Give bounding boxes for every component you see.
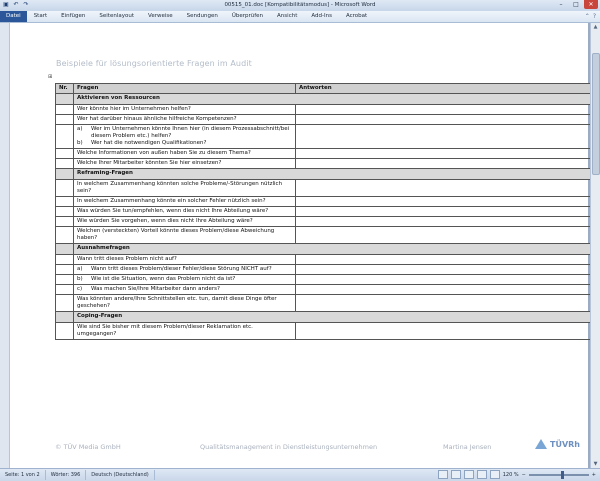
question-cell[interactable] (74, 159, 296, 169)
nr-cell[interactable] (56, 227, 74, 244)
question-text: Wann tritt dieses Problem nicht auf? (77, 256, 177, 262)
question-text: Welchen (versteckten) Vorteil könnte dieses Problem/diese Abweichung haben? (77, 228, 275, 241)
nr-cell[interactable] (56, 197, 74, 207)
ribbon-minimize-icon[interactable]: ⌃ (584, 13, 590, 20)
answer-cell[interactable] (296, 207, 592, 217)
nr-cell[interactable] (56, 125, 74, 149)
list-item (77, 140, 292, 147)
answer-cell[interactable] (296, 149, 592, 159)
question-text: Wie sind Sie bisher mit diesem Problem/dieser Reklamation etc. umgegangen? (77, 324, 253, 337)
ribbon-tab-3[interactable]: Seitenlayout (99, 13, 134, 19)
ribbon-tab-5[interactable]: Sendungen (186, 13, 218, 19)
answer-cell[interactable] (296, 255, 592, 265)
question-cell[interactable] (74, 180, 296, 197)
question-text: Wie ist die Situation, wenn das Problem nicht da ist? (91, 276, 236, 282)
answer-cell[interactable] (296, 265, 592, 275)
scroll-up-icon[interactable]: ▲ (593, 24, 598, 30)
document-page[interactable] (10, 23, 588, 468)
ribbon-tab-8[interactable]: Add-Ins (311, 13, 332, 19)
section-row (56, 244, 592, 255)
question-text: Welche Ihrer Mitarbeiter könnten Sie hier einsetzen? (77, 160, 222, 166)
ribbon-tab-4[interactable]: Verweise (148, 13, 173, 19)
list-item (77, 126, 292, 140)
nr-cell[interactable] (56, 265, 74, 275)
zoom-out-icon[interactable]: − (521, 471, 526, 478)
question-text: Wie würden Sie vorgehen, wenn dies nicht Ihre Abteilung wäre? (77, 218, 253, 224)
question-cell[interactable] (74, 105, 296, 115)
question-cell[interactable] (74, 275, 296, 285)
table-row (56, 180, 592, 197)
answer-cell[interactable] (296, 295, 592, 312)
question-cell[interactable] (74, 207, 296, 217)
close-icon[interactable]: ✕ (584, 0, 598, 9)
list-item (77, 266, 292, 273)
table-row (56, 115, 592, 125)
answer-cell[interactable] (296, 275, 592, 285)
table-row (56, 207, 592, 217)
document-heading: Beispiele für lösungsorientierte Fragen im Audit (56, 59, 252, 68)
table-row (56, 159, 592, 169)
section-row (56, 94, 592, 105)
question-cell[interactable] (74, 115, 296, 125)
view-print-layout-icon[interactable] (438, 470, 448, 479)
header-fragen: Fragen (74, 84, 296, 94)
table-row (56, 265, 592, 275)
status-page-count[interactable]: Seite: 1 von 2 (0, 470, 46, 480)
question-text: Wer könnte hier im Unternehmen helfen? (77, 106, 191, 112)
ribbon-tab-9[interactable]: Acrobat (345, 13, 368, 19)
section-title: Coping-Fragen (74, 312, 592, 323)
list-marker: c) (77, 286, 83, 292)
answer-cell[interactable] (296, 323, 592, 340)
question-cell[interactable] (74, 217, 296, 227)
section-nr-cell (56, 312, 74, 323)
question-text: Wer hat die notwendigen Qualifikationen? (91, 140, 207, 146)
zoom-level[interactable]: 120 % (502, 471, 519, 478)
list-item (77, 286, 292, 293)
answer-cell[interactable] (296, 159, 592, 169)
question-text: Wer hat darüber hinaus ähnliche hilfreiche Kompetenzen? (77, 116, 237, 122)
nr-cell[interactable] (56, 207, 74, 217)
nr-cell[interactable] (56, 285, 74, 295)
save-icon[interactable]: ▣ (3, 1, 9, 8)
answer-cell[interactable] (296, 227, 592, 244)
section-nr-cell (56, 94, 74, 105)
nr-cell[interactable] (56, 105, 74, 115)
answer-cell[interactable] (296, 105, 592, 115)
nr-cell[interactable] (56, 295, 74, 312)
table-row (56, 285, 592, 295)
scrollbar-thumb[interactable] (592, 53, 600, 175)
question-text: In welchem Zusammenhang könnten solche Probleme/-Störungen nützlich sein? (77, 181, 283, 194)
help-icon[interactable]: ? (592, 13, 596, 20)
question-cell[interactable] (74, 265, 296, 275)
answer-cell[interactable] (296, 217, 592, 227)
question-text: Was würden Sie tun/empfehlen, wenn dies nicht Ihre Abteilung wäre? (77, 208, 269, 214)
view-draft-icon[interactable] (490, 470, 500, 479)
question-text: Wann tritt dieses Problem/dieser Fehler/diese Störung NICHT auf? (91, 266, 272, 272)
vertical-ruler (0, 23, 10, 468)
nr-cell[interactable] (56, 159, 74, 169)
list-marker: a) (77, 266, 83, 272)
question-cell[interactable] (74, 227, 296, 244)
question-cell[interactable] (74, 197, 296, 207)
table-row (56, 295, 592, 312)
nr-cell[interactable] (56, 149, 74, 159)
header-nr: Nr. (56, 84, 74, 94)
table-move-handle-icon[interactable]: ⊞ (48, 74, 53, 80)
table-row (56, 255, 592, 265)
question-text: Was machen Sie/Ihre Mitarbeiter dann anders? (91, 286, 220, 292)
list-marker: b) (77, 140, 83, 146)
status-word-count[interactable]: Wörter: 396 (46, 470, 87, 480)
tuv-logo (535, 439, 580, 449)
list-marker: a) (77, 126, 83, 132)
view-controls (438, 470, 596, 479)
answer-cell[interactable] (296, 197, 592, 207)
table-row (56, 323, 592, 340)
zoom-in-icon[interactable]: + (591, 471, 596, 478)
table-row (56, 217, 592, 227)
section-nr-cell (56, 244, 74, 255)
window-controls (554, 0, 598, 9)
section-nr-cell (56, 169, 74, 180)
section-row (56, 169, 592, 180)
question-cell[interactable] (74, 295, 296, 312)
document-workspace (0, 23, 591, 468)
answer-cell[interactable] (296, 180, 592, 197)
scroll-down-icon[interactable]: ▼ (593, 461, 598, 467)
view-web-icon[interactable] (464, 470, 474, 479)
page-footer (55, 441, 591, 455)
table-row (56, 197, 592, 207)
question-cell[interactable] (74, 285, 296, 295)
footer-author: Martina Jensen (443, 443, 492, 451)
minimize-icon[interactable]: – (559, 1, 563, 8)
table-row (56, 125, 592, 149)
footer-book-title: Qualitätsmanagement in Dienstleistungsunternehmen (200, 443, 378, 451)
ribbon-tab-1[interactable]: Start (33, 13, 48, 19)
nr-cell[interactable] (56, 217, 74, 227)
question-cell[interactable] (74, 149, 296, 159)
footer-copyright: © TÜV Media GmbH (55, 443, 121, 451)
view-fullscreen-icon[interactable] (451, 470, 461, 479)
table-row (56, 227, 592, 244)
answer-cell[interactable] (296, 125, 592, 149)
view-outline-icon[interactable] (477, 470, 487, 479)
maximize-icon[interactable]: □ (573, 1, 579, 8)
question-text: Was könnten andere/Ihre Schnittstellen etc. tun, damit diese Dinge öfter geschehen? (77, 296, 277, 309)
nr-cell[interactable] (56, 180, 74, 197)
question-text: In welchem Zusammenhang könnte ein solcher Fehler nützlich sein? (77, 198, 266, 204)
redo-icon[interactable]: ↷ (23, 1, 29, 8)
list-item (77, 276, 292, 283)
ribbon-tab-2[interactable]: Einfügen (61, 13, 86, 19)
nr-cell[interactable] (56, 323, 74, 340)
answer-cell[interactable] (296, 115, 592, 125)
tuv-logo-text: TÜVRh (550, 439, 580, 449)
section-title: Aktivieren von Ressourcen (74, 94, 592, 105)
section-row (56, 312, 592, 323)
tuv-triangle-icon (535, 439, 547, 449)
status-bar (0, 468, 600, 481)
zoom-slider-knob[interactable] (561, 471, 564, 479)
table-row (56, 149, 592, 159)
table-row (56, 105, 592, 115)
ribbon-tab-6[interactable]: Überprüfen (231, 13, 264, 19)
nr-cell[interactable] (56, 255, 74, 265)
ribbon-tab-bar (0, 11, 600, 23)
question-cell[interactable] (74, 255, 296, 265)
question-text: Welche Informationen von außen haben Sie zu diesem Thema? (77, 150, 251, 156)
questions-table (55, 83, 591, 340)
window-title: 00515_01.doc [Kompatibilitätsmodus] - Microsoft Word (224, 2, 376, 8)
undo-icon[interactable]: ↶ (13, 1, 19, 8)
question-text: Wer im Unternehmen könnte Ihnen hier (in diesem Prozessabschnitt/bei diesem Problem etc.) helfen? (91, 126, 290, 139)
vertical-scrollbar[interactable] (590, 23, 600, 468)
answer-cell[interactable] (296, 285, 592, 295)
ribbon-tab-0[interactable]: Datei (0, 11, 27, 22)
nr-cell[interactable] (56, 115, 74, 125)
question-cell[interactable] (74, 323, 296, 340)
table-row (56, 275, 592, 285)
ribbon-tab-7[interactable]: Ansicht (277, 13, 298, 19)
header-antworten: Antworten (296, 84, 592, 94)
list-marker: b) (77, 276, 83, 282)
ribbon-right-controls (585, 11, 596, 22)
zoom-slider[interactable] (529, 474, 589, 476)
nr-cell[interactable] (56, 275, 74, 285)
section-title: Ausnahmefragen (74, 244, 592, 255)
section-title: Reframing-Fragen (74, 169, 592, 180)
status-language[interactable]: Deutsch (Deutschland) (86, 470, 154, 480)
question-cell[interactable] (74, 125, 296, 149)
